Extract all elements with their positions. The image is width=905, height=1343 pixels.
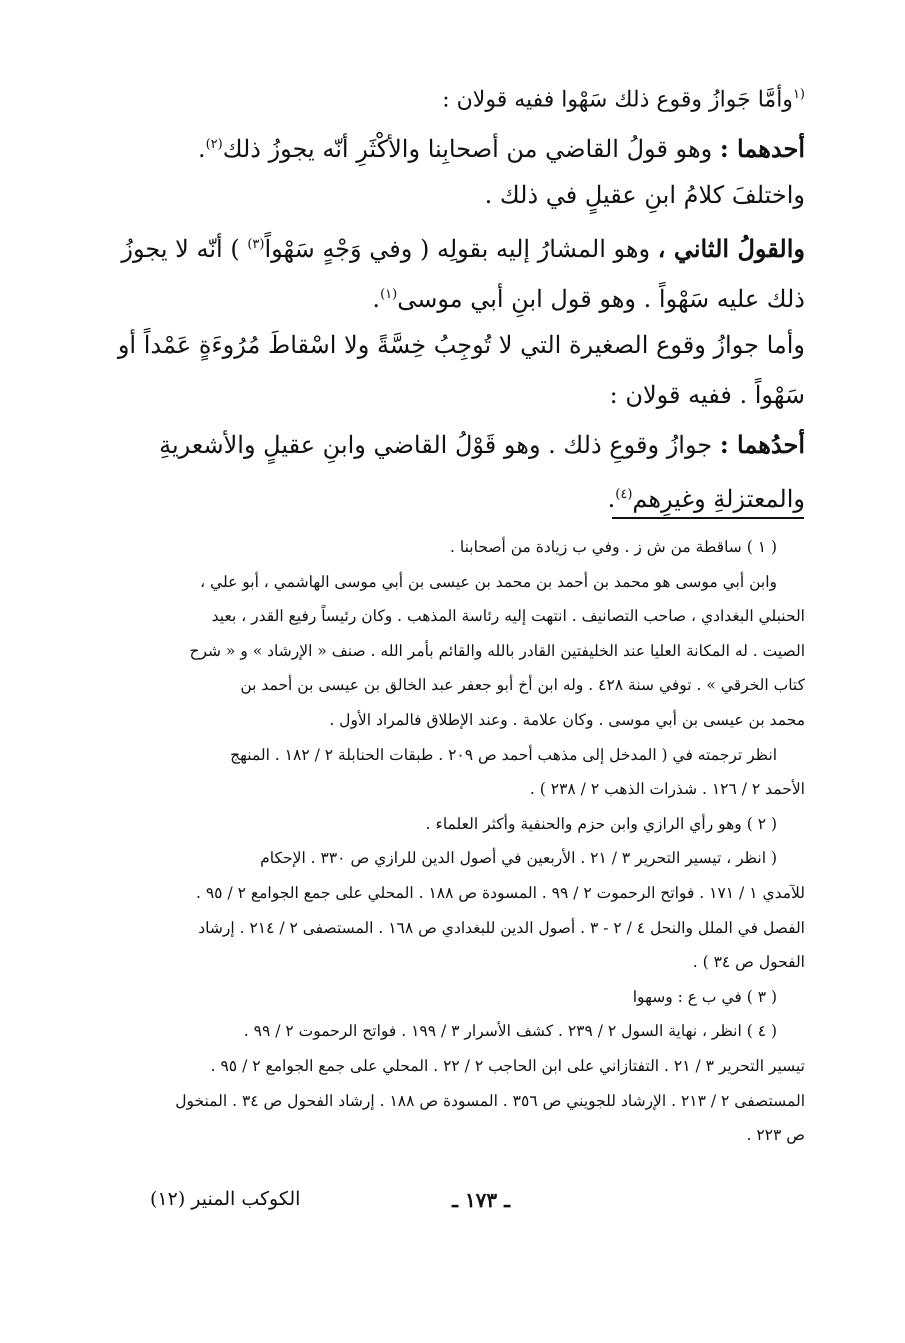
line-text: واختلفَ كلامُ ابنِ عقيلٍ في ذلك .	[484, 181, 805, 209]
line-text: والمعتزلةِ وغيرِهم	[632, 485, 805, 513]
footnote-marker: (١	[792, 87, 805, 102]
main-line	[115, 220, 805, 270]
main-line	[115, 170, 805, 220]
line-heading: والقولُ الثاني ،	[657, 234, 805, 263]
line-tail: .	[197, 135, 206, 163]
footnote-line: كتاب الخرقي » . توفي سنة ٤٢٨ . وله ابن أخ أبو جعفر عبد الخالق بن عيسى بن أحمد بن	[240, 676, 805, 695]
line-text: وأمَّا جَوازُ وقوع ذلك سَهْوا ففيه قولان :	[442, 87, 793, 113]
footnote-divider	[612, 517, 804, 519]
line-text: ذلك عليه سَهْواً . وهو قول ابنِ أبي موسى	[397, 285, 805, 313]
main-line	[115, 70, 805, 120]
footnote-line: ( ٣ ) في ب ع : وسهوا	[632, 987, 777, 1006]
footnote-line: ( ٢ ) وهو رأي الرازي وابن حزم والحنفية وأكثر العلماء .	[425, 814, 777, 833]
footnote-marker: (٣)	[247, 237, 265, 252]
line-text: وهو المشارُ إليه بقولِه ( وفي وَجْهٍ سَهْواً	[264, 235, 658, 263]
page-footer	[0, 1188, 905, 1228]
footnote-line: الصيت . له المكانة العليا عند الخليفتين القادر بالله والقائم بأمر الله . صنف « الإرشاد » و « شرح	[189, 641, 805, 660]
footnote-line: ( ١ ) ساقطة من ش ز . وفي ب زيادة من أصحابنا .	[450, 538, 777, 556]
footnote-line: الأحمد ٢ / ١٢٦ . شذرات الذهب ٢ / ٢٣٨ ) .	[529, 780, 805, 799]
footnote-marker: (١)	[380, 287, 398, 302]
footnote-line: ص ٢٢٣ .	[746, 1126, 805, 1145]
footnotes	[115, 530, 805, 1153]
footnote-line: الفحول ص ٣٤ ) .	[692, 953, 805, 972]
page-number: ـ ١٧٣ ـ	[452, 1188, 510, 1212]
footnote-line: ( انظر ، تيسير التحرير ٣ / ٢١ . الأربعين في أصول الدين للرازي ص ٣٣٠ . الإحكام	[260, 849, 777, 868]
footnote-line: الفصل في الملل والنحل ٤ / ٢ - ٣ . أصول الدين للبغدادي ص ١٦٨ . المستصفى ٢ / ٢١٤ . إرشاد	[198, 918, 805, 937]
main-line	[115, 120, 805, 170]
footnote-line: محمد بن عيسى بن أبي موسى . وكان علامة . وعند الإطلاق فالمراد الأول .	[329, 710, 805, 729]
line-tail: .	[372, 285, 381, 313]
footnote-marker: (٢)	[205, 137, 223, 152]
footnote-line: الحنبلي البغدادي ، صاحب التصانيف . انتهت إليه رئاسة المذهب . وكان رئيساً رفيع القدر ، بعيد	[211, 607, 805, 626]
line-text: جوازُ وقوعِ ذلك . وهو قَوْلُ القاضي وابنِ عقيلٍ والأشعريةِ	[159, 431, 720, 459]
line-text: وهو قولُ القاضي من أصحابِنا والأكْثَرِ أنّه يجوزُ ذلك	[222, 135, 720, 163]
footnote-line: المستصفى ٢ / ٢١٣ . الإرشاد للجويني ص ٣٥٦ . المسودة ص ١٨٨ . إرشاد الفحول ص ٣٤ . المنخول	[175, 1091, 805, 1110]
footnote-line: تيسير التحرير ٣ / ٢١ . التفتازاني على ابن الحاجب ٢ / ٢٢ . المحلي على جمع الجوامع ٢ / ٩٥ .	[210, 1056, 805, 1075]
main-line	[115, 470, 805, 520]
line-text: سَهْواً . ففيه قولان :	[609, 381, 805, 409]
footnote-line: انظر ترجمته في ( المدخل إلى مذهب أحمد ص ٢٠٩ . طبقات الحنابلة ٢ / ١٨٢ . المنهج	[230, 745, 777, 764]
main-line	[115, 320, 805, 370]
line-heading: أحدُهما :	[719, 430, 805, 459]
main-text	[115, 70, 805, 520]
main-line	[115, 270, 805, 320]
line-tail: ) أنّه لا يجوزُ	[121, 235, 248, 263]
footnote-line: وابن أبي موسى هو محمد بن أحمد بن محمد بن عيسى بن أبي موسى الهاشمي ، أبو علي ،	[200, 572, 777, 591]
line-text: وأما جوازُ وقوع الصغيرة التي لا تُوجِبُ خِسَّةً ولا اسْقاطَ مُرُوءَةٍ عَمْداً أو	[117, 331, 805, 359]
line-heading: أحدهما :	[719, 134, 805, 163]
footnote-marker: (٤)	[615, 487, 633, 502]
book-title: الكوكب المنير (١٢)	[150, 1188, 301, 1210]
footnote-line: ( ٤ ) انظر ، نهاية السول ٢ / ٢٣٩ . كشف الأسرار ٣ / ١٩٩ . فواتح الرحموت ٢ / ٩٩ .	[243, 1022, 777, 1041]
main-line	[115, 420, 805, 470]
footnote-line: للآمدي ١ / ١٧١ . فواتح الرحموت ٢ / ٩٩ . المسودة ص ١٨٨ . المحلي على جمع الجوامع ٢ / ٩٥ .	[196, 883, 805, 902]
line-tail: .	[607, 485, 616, 513]
main-line	[115, 370, 805, 420]
